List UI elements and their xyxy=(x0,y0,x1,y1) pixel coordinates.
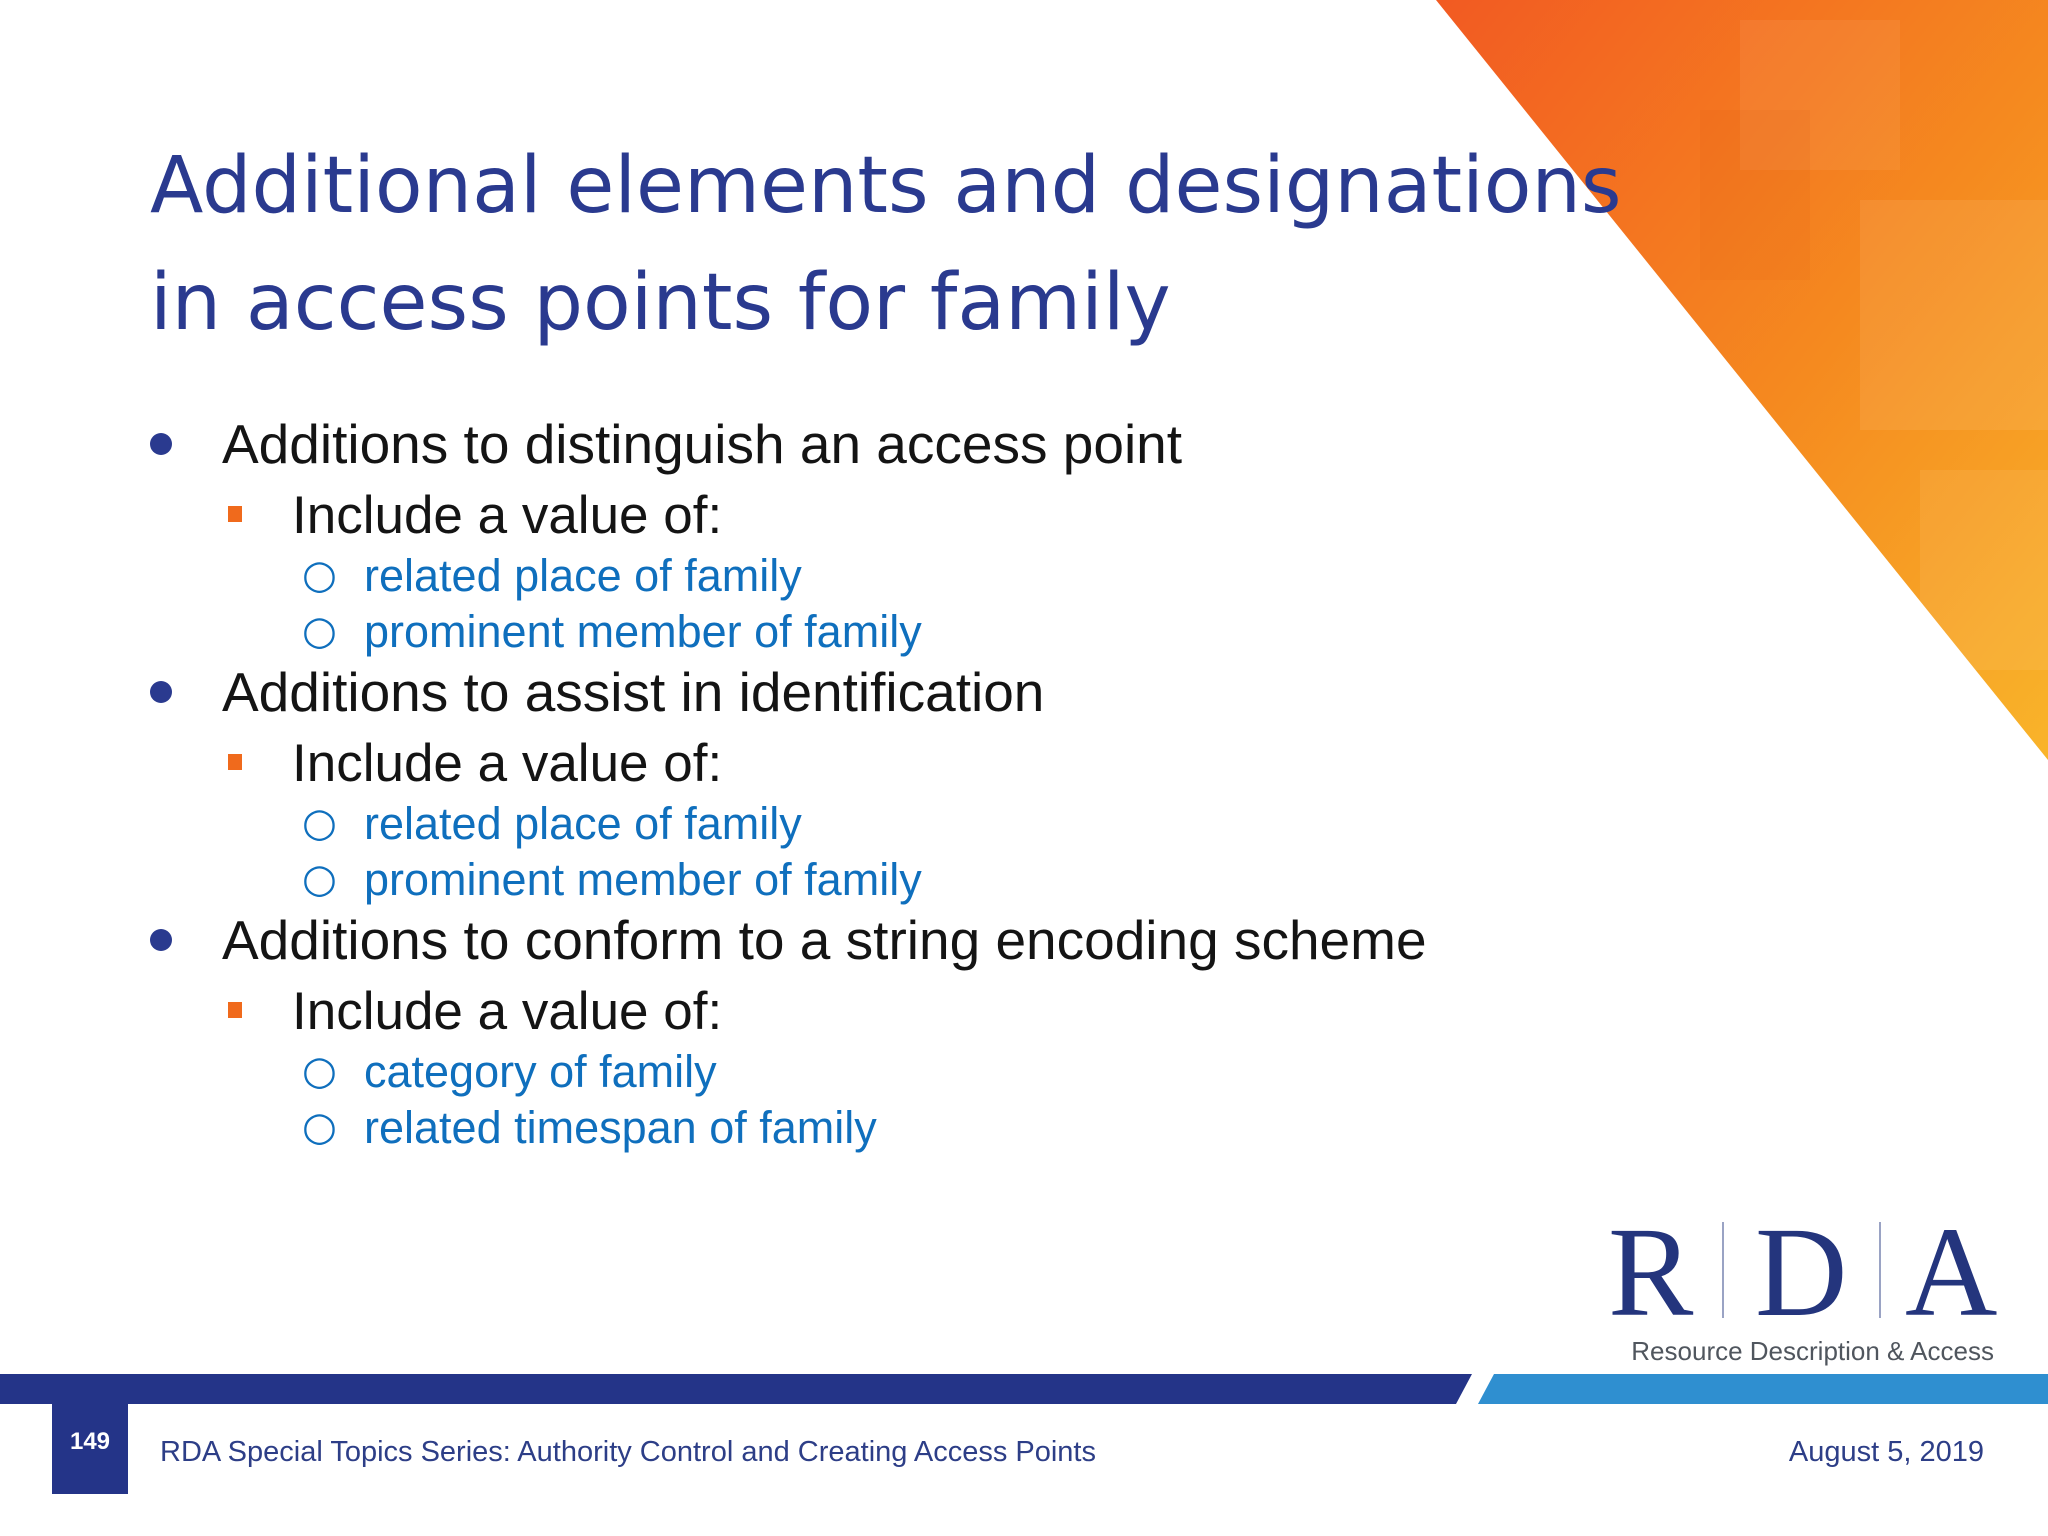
bullet-icon xyxy=(150,929,172,951)
orange-square-bullet-icon xyxy=(228,506,242,522)
hollow-circle-bullet-icon: ○ xyxy=(302,800,337,846)
sub-heading: Include a value of: xyxy=(292,982,723,1041)
sub-heading: Include a value of: xyxy=(292,486,723,545)
logo-letter-a: A xyxy=(1905,1201,1998,1343)
slide-title-line-1: Additional elements and designations xyxy=(150,141,1622,231)
hollow-circle-bullet-icon: ○ xyxy=(302,856,337,902)
triangle-tile-d xyxy=(1920,470,2048,670)
footer-blue-band xyxy=(1478,1374,2048,1404)
hollow-circle-bullet-icon: ○ xyxy=(302,608,337,654)
hollow-circle-bullet-icon: ○ xyxy=(302,552,337,598)
section-heading: Additions to assist in identification xyxy=(222,661,1045,723)
logo-tagline: Resource Description & Access xyxy=(1631,1336,1994,1366)
list-item: related place of family xyxy=(364,798,802,849)
slide-title xyxy=(150,128,1650,362)
page-number: 149 xyxy=(52,1400,128,1494)
list-item: prominent member of family xyxy=(364,606,922,657)
orange-square-bullet-icon xyxy=(228,754,242,770)
slide-title-line-2: in access points for family xyxy=(150,258,1171,348)
list-item: related timespan of family xyxy=(364,1102,877,1153)
footer-navy-band xyxy=(0,1374,1472,1404)
list-item: prominent member of family xyxy=(364,854,922,905)
sub-heading: Include a value of: xyxy=(292,734,723,793)
footer-series-title: RDA Special Topics Series: Authority Control and Creating Access Points xyxy=(160,1436,1096,1468)
logo-letter-d: D xyxy=(1755,1201,1848,1343)
hollow-circle-bullet-icon: ○ xyxy=(302,1048,337,1094)
orange-square-bullet-icon xyxy=(228,1002,242,1018)
section-heading: Additions to distinguish an access point xyxy=(222,413,1183,475)
footer-date: August 5, 2019 xyxy=(1788,1436,1984,1468)
hollow-circle-bullet-icon: ○ xyxy=(302,1104,337,1150)
list-item: category of family xyxy=(364,1046,717,1097)
triangle-tile-c xyxy=(1700,110,1810,280)
rda-logo xyxy=(1600,1201,2000,1343)
list-item: related place of family xyxy=(364,550,802,601)
bullet-icon xyxy=(150,681,172,703)
section-heading: Additions to conform to a string encoding scheme xyxy=(222,909,1427,971)
triangle-tile-b xyxy=(1860,200,2048,430)
logo-letter-r: R xyxy=(1608,1201,1694,1343)
bullet-icon xyxy=(150,433,172,455)
